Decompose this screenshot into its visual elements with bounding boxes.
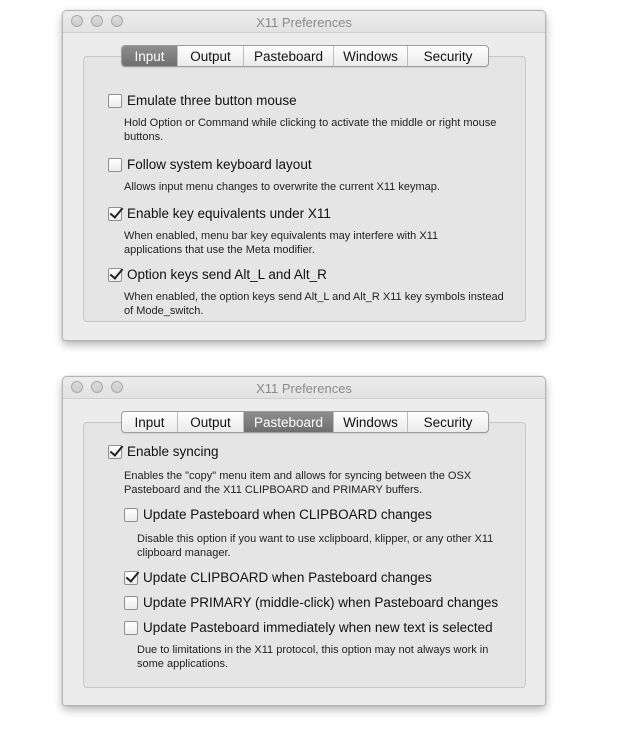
pasteboard-settings-panel — [83, 422, 526, 688]
option-keys-alt-label: Option keys send Alt_L and Alt_R — [127, 267, 327, 282]
update-primary-option[interactable] — [124, 595, 498, 610]
option-keys-alt-description: When enabled, the option keys send Alt_L and Alt_R X11 key symbols instead of Mode_switch. — [124, 291, 504, 317]
update-clipboard-on-pasteboard-checkbox[interactable] — [124, 571, 138, 585]
update-pasteboard-immediately-checkbox[interactable] — [124, 621, 138, 635]
tab-bar — [121, 45, 489, 67]
update-primary-label: Update PRIMARY (middle-click) when Pasteboard changes — [143, 595, 499, 610]
tab-output[interactable]: Output — [178, 46, 244, 66]
emulate-three-button-checkbox[interactable] — [108, 94, 122, 108]
update-pasteboard-on-clipboard-checkbox[interactable] — [124, 508, 138, 522]
update-pasteboard-on-clipboard-description: Disable this option if you want to use xclipboard, klipper, or any other X11 clipboard manager. — [137, 533, 494, 559]
update-pasteboard-on-clipboard-option[interactable] — [124, 507, 432, 522]
enable-syncing-label: Enable syncing — [127, 444, 219, 459]
preferences-window-input — [62, 10, 546, 341]
emulate-three-button-label: Emulate three button mouse — [127, 93, 297, 108]
key-equivalents-option[interactable] — [108, 206, 331, 221]
tab-security[interactable]: Security — [423, 414, 473, 430]
update-pasteboard-immediately-label: Update Pasteboard immediately when new text is selected — [143, 620, 493, 635]
tab-input[interactable]: Input — [122, 412, 178, 432]
update-pasteboard-immediately-option[interactable] — [124, 620, 493, 635]
emulate-three-button-description: Hold Option or Command while clicking to activate the middle or right mouse buttons. — [124, 117, 497, 143]
tab-pasteboard[interactable]: Pasteboard — [244, 412, 334, 432]
tab-output[interactable]: Output — [178, 412, 244, 432]
tab-pasteboard[interactable]: Pasteboard — [244, 46, 334, 66]
follow-keyboard-layout-description: Allows input menu changes to overwrite the current X11 keymap. — [124, 181, 440, 193]
tab-windows[interactable]: Windows — [334, 46, 408, 66]
follow-keyboard-layout-option[interactable] — [108, 157, 312, 172]
option-keys-alt-checkbox[interactable] — [108, 268, 122, 282]
window-title: X11 Preferences — [256, 381, 352, 396]
title-bar — [63, 377, 545, 399]
window-title: X11 Preferences — [256, 15, 352, 30]
tab-bar — [121, 411, 489, 433]
follow-keyboard-layout-label: Follow system keyboard layout — [127, 157, 312, 172]
update-clipboard-on-pasteboard-option[interactable] — [124, 570, 432, 585]
key-equivalents-label: Enable key equivalents under X11 — [127, 206, 331, 221]
tab-input[interactable]: Input — [122, 46, 178, 66]
tab-windows[interactable]: Windows — [334, 412, 408, 432]
tab-security[interactable]: Security — [423, 48, 473, 64]
enable-syncing-description: Enables the "copy" menu item and allows for syncing between the OSX Pasteboard and the X11 CLIPBOARD and PRIMARY buffers. — [124, 470, 472, 496]
enable-syncing-checkbox[interactable] — [108, 445, 122, 459]
follow-keyboard-layout-checkbox[interactable] — [108, 158, 122, 172]
emulate-three-button-option[interactable] — [108, 93, 297, 108]
update-pasteboard-on-clipboard-label: Update Pasteboard when CLIPBOARD changes — [143, 507, 432, 522]
key-equivalents-checkbox[interactable] — [108, 207, 122, 221]
enable-syncing-option[interactable] — [108, 444, 219, 459]
option-keys-alt-option[interactable] — [108, 267, 327, 282]
title-bar — [63, 11, 545, 33]
key-equivalents-description: When enabled, menu bar key equivalents may interfere with X11 applications that use the Meta modifier. — [124, 230, 439, 256]
update-pasteboard-immediately-description: Due to limitations in the X11 protocol, this option may not always work in some applications. — [137, 644, 489, 670]
update-primary-checkbox[interactable] — [124, 596, 138, 610]
input-settings-panel — [83, 56, 526, 322]
preferences-window-pasteboard — [62, 376, 546, 706]
update-clipboard-on-pasteboard-label: Update CLIPBOARD when Pasteboard changes — [143, 570, 432, 585]
